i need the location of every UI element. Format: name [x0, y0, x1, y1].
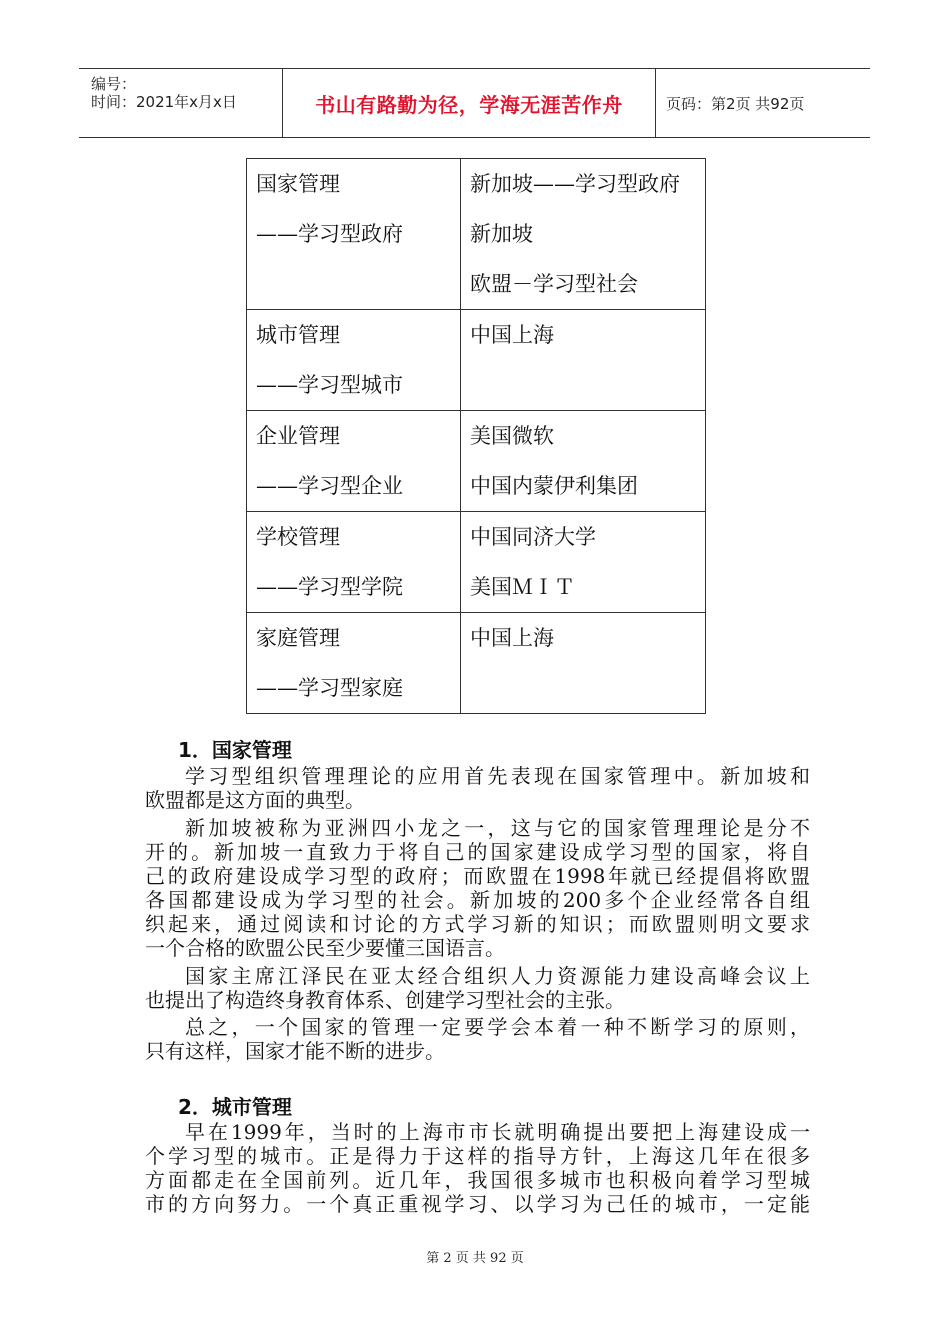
- text-line: 总之，一个国家的管理一定要学会本着一种不断学习的原则，: [185, 1015, 810, 1039]
- management-area-cell: [247, 613, 461, 714]
- cell-line: ——学习型政府: [256, 222, 403, 246]
- header-page-label: 页码：第2页 共92页: [666, 94, 805, 113]
- text-line: 也提出了构造终身教育体系、创建学习型社会的主张。: [145, 988, 625, 1012]
- table-row: [247, 512, 706, 613]
- cell-line: 中国上海: [470, 323, 554, 347]
- cell-line: 学校管理: [256, 525, 340, 549]
- text-line: 各国都建设成为学习型的社会。新加坡的200多个企业经常各自组: [145, 888, 810, 912]
- management-table: [246, 158, 706, 714]
- cell-line: ——学习型学院: [256, 575, 403, 599]
- management-area-cell: [247, 411, 461, 512]
- section1-heading: 1．国家管理: [178, 738, 292, 762]
- example-cell: [461, 512, 706, 613]
- cell-line: 企业管理: [256, 424, 340, 448]
- text-line: 织起来，通过阅读和讨论的方式学习新的知识；而欧盟则明文要求: [145, 912, 810, 936]
- text-line: 己的政府建设成学习型的政府；而欧盟在1998年就已经提倡将欧盟: [145, 864, 810, 888]
- section1-paragraph-4: [145, 1015, 810, 1063]
- section2-paragraph-1: [145, 1120, 810, 1216]
- cell-line: 新加坡——学习型政府: [470, 172, 680, 196]
- text-line: 方面都走在全国前列。近几年，我国很多城市也积极向着学习型城: [145, 1168, 810, 1192]
- cell-line: 城市管理: [256, 323, 340, 347]
- text-line: 欧盟都是这方面的典型。: [145, 788, 365, 812]
- cell-line: ——学习型企业: [256, 474, 403, 498]
- section2-heading: 2．城市管理: [178, 1095, 292, 1119]
- management-area-cell: [247, 512, 461, 613]
- table-row: [247, 310, 706, 411]
- example-cell: [461, 613, 706, 714]
- table-row: [247, 159, 706, 310]
- time-label: 时间：2021年x月x日: [91, 93, 237, 111]
- cell-line: 新加坡: [470, 222, 533, 246]
- text-line: 新加坡被称为亚洲四小龙之一，这与它的国家管理理论是分不: [185, 816, 810, 840]
- section1-paragraph-2: [145, 816, 810, 960]
- cell-line: 美国ＭＩＴ: [470, 575, 575, 599]
- text-line: 早在1999年，当时的上海市市长就明确提出要把上海建设成一: [185, 1120, 810, 1144]
- section1-paragraph-3: [145, 964, 810, 1012]
- example-cell: [461, 310, 706, 411]
- header-motto-cell: [283, 69, 656, 137]
- text-line: 个学习型的城市。正是得力于这样的指导方针，上海这几年在很多: [145, 1144, 810, 1168]
- text-line: 一个合格的欧盟公民至少要懂三国语言。: [145, 936, 505, 960]
- cell-line: ——学习型家庭: [256, 676, 403, 700]
- text-line: 国家主席江泽民在亚太经合组织人力资源能力建设高峰会议上: [185, 964, 810, 988]
- cell-line: 欧盟－学习型社会: [470, 272, 638, 296]
- header-motto: 书山有路勤为径，学海无涯苦作舟: [315, 92, 623, 117]
- page-footer: 第 2 页 共 92 页: [426, 1251, 524, 1266]
- page-header: [79, 68, 870, 138]
- management-area-cell: [247, 310, 461, 411]
- cell-line: 家庭管理: [256, 626, 340, 650]
- text-line: 学习型组织管理理论的应用首先表现在国家管理中。新加坡和: [185, 764, 810, 788]
- cell-line: ——学习型城市: [256, 373, 403, 397]
- text-line: 市的方向努力。一个真正重视学习、以学习为己任的城市，一定能: [145, 1192, 810, 1216]
- table-row: [247, 411, 706, 512]
- cell-line: 国家管理: [256, 172, 340, 196]
- example-cell: [461, 411, 706, 512]
- example-cell: [461, 159, 706, 310]
- section1-paragraph-1: [145, 764, 810, 812]
- cell-line: 美国微软: [470, 424, 554, 448]
- table-row: [247, 613, 706, 714]
- text-line: 只有这样，国家才能不断的进步。: [145, 1039, 445, 1063]
- cell-line: 中国内蒙伊利集团: [470, 474, 638, 498]
- management-area-cell: [247, 159, 461, 310]
- header-meta: [79, 69, 283, 137]
- cell-line: 中国同济大学: [470, 525, 596, 549]
- cell-line: 中国上海: [470, 626, 554, 650]
- text-line: 开的。新加坡一直致力于将自己的国家建设成学习型的国家，将自: [145, 840, 810, 864]
- number-label: 编号：: [91, 75, 137, 93]
